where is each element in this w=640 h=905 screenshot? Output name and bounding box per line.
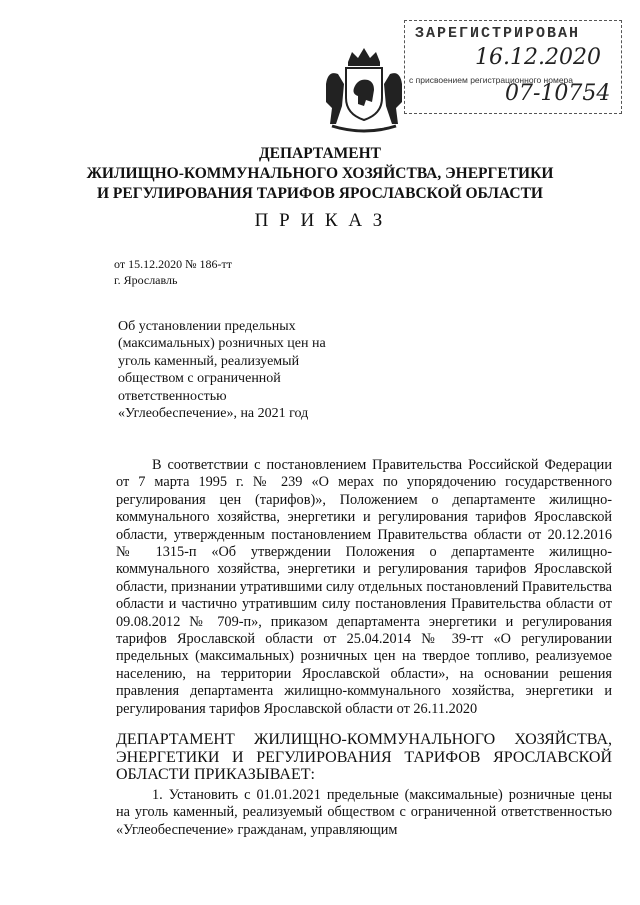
department-name-line-1: ДЕПАРТАМЕНТ	[258, 145, 382, 162]
document-type-title: П Р И К А З	[254, 210, 386, 231]
coat-of-arms-emblem	[318, 44, 410, 136]
order-subject: Об установлении предельных (максимальных) розничных цен на уголь каменный, реализуемый обществом с ограниченной ответственностью «Углеобеспечение», на 2021 год	[118, 319, 326, 422]
department-name-line-3: И РЕГУЛИРОВАНИЯ ТАРИФОВ ЯРОСЛАВСКОЙ ОБЛАСТИ	[97, 185, 543, 202]
stamp-date: 16.12.2020	[475, 45, 601, 70]
registration-stamp	[404, 20, 622, 114]
stamp-note: с присвоением регистрационного номера	[409, 75, 573, 85]
order-date-number: от 15.12.2020 № 186-тт	[114, 257, 233, 271]
order-item-1: 1. Установить с 01.01.2021 предельные (максимальные) розничные цены на уголь каменный, реализуемый обществом с ограниченной ответственностью «Углеобеспечение» гражданам, управляющим	[116, 787, 612, 838]
order-city: г. Ярославль	[114, 273, 178, 287]
preamble-text: В соответствии с постановлением Правительства Российской Федерации от 7 марта 1995 г. № 239 «О мерах по упорядочению государственного регулирования цен (тарифов)», Положением о департаменте жилищно-коммунального хозяйства, энергетики и регулирования тарифов Ярославской области, утвержденным постановлением Правительства области от 20.12.2016 № 1315-п «Об утверждении Положения о департаменте жилищно-коммунального хозяйства, энергетики и регулирования тарифов Ярославской области, признании утратившими силу отдельных постановлений Правительства области и частично утратившим силу постановления Правительства области от 09.08.2012 № 709-п», приказом департамента энергетики и регулирования тарифов Ярославской области от 25.04.2014 № 39-тт «О регулировании предельных (максимальных) розничных цен на твердое топливо, реализуемое населению, на территории Ярославской области», на основании решения правления департамента жилищно-коммунального хозяйства, энергетики и регулирования тарифов Ярославской области от 26.11.2020	[116, 457, 612, 717]
department-name-line-2: ЖИЛИЩНО-КОММУНАЛЬНОГО ХОЗЯЙСТВА, ЭНЕРГЕТИКИ	[86, 165, 554, 182]
preamble-paragraph	[116, 457, 612, 718]
stamp-title: ЗАРЕГИСТРИРОВАН	[415, 25, 581, 42]
stamp-number: 07-10754	[505, 81, 611, 106]
orders-heading: ДЕПАРТАМЕНТ ЖИЛИЩНО-КОММУНАЛЬНОГО ХОЗЯЙСТВА, ЭНЕРГЕТИКИ И РЕГУЛИРОВАНИЯ ТАРИФОВ ЯРОСЛАВСКОЙ ОБЛАСТИ ПРИКАЗЫВАЕТ:	[116, 731, 612, 783]
